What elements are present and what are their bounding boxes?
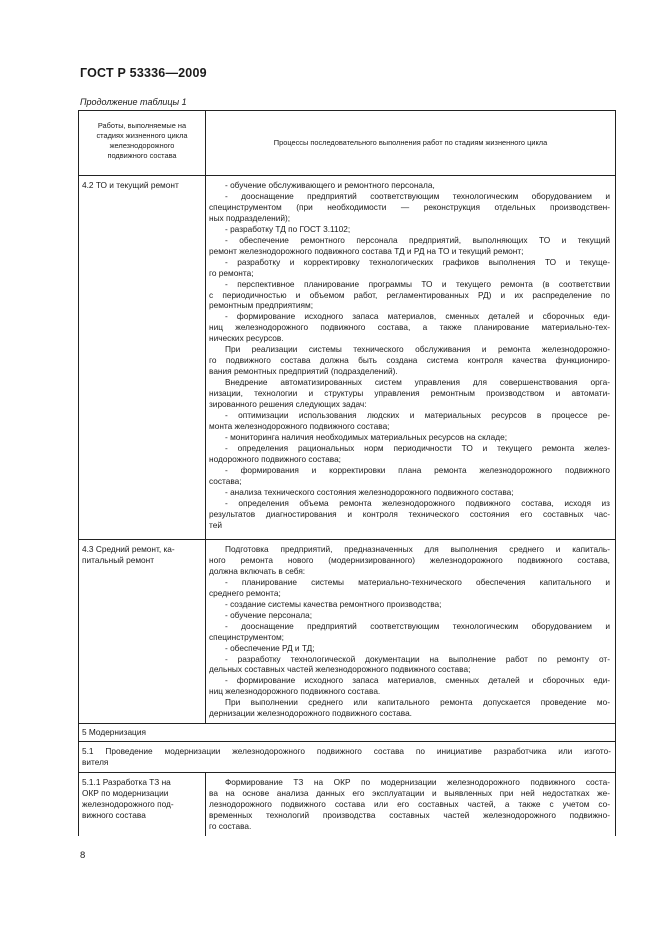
text-line: ниц железнодорожного подвижного состава, а также планирование материально-тех- <box>209 322 610 333</box>
text-line: - мониторинга наличия необходимых материальных ресурсов на складе; <box>225 431 508 442</box>
column-header-line: подвижного состава <box>107 151 177 160</box>
text-line: - обеспечение ремонтного персонала предприятий, выполняющих ТО и текущий <box>225 234 610 245</box>
text-line: ниц железнодорожного подвижного состава. <box>209 686 381 697</box>
row-content-5-1-1 <box>209 777 610 832</box>
table-rule-row-43-bottom <box>78 723 616 724</box>
text-line: специнструментом (при необходимости — реконструкция отдельных производствен- <box>209 201 610 212</box>
text-line: вителя <box>82 756 109 767</box>
text-line: - обучение обслуживающего и ремонтного персонала, <box>225 180 435 190</box>
text-line: - планирование системы материально-технического обеспечения капитального и <box>225 576 610 587</box>
text-line: 4.3 Средний ремонт, ка- <box>82 544 175 554</box>
text-line: го состава. <box>209 820 252 831</box>
text-line: железнодорожного под- <box>82 798 174 809</box>
text-line: дельных составных частей железнодорожного подвижного состава; <box>209 664 471 675</box>
table-rule-column <box>205 539 206 724</box>
lifecycle-table <box>78 110 616 836</box>
text-line: специнструментом; <box>209 631 284 642</box>
column-header-line: стадиях жизненного цикла <box>96 131 188 140</box>
table-rule-row-42-bottom <box>78 539 616 540</box>
text-line: Формирование ТЗ на ОКР по модернизации железнодорожного подвижного соста- <box>225 777 610 787</box>
text-line: - разработку и корректировку технологических графиков выполнения ТО и текуще- <box>225 256 610 267</box>
text-line: 5.1.1 Разработка ТЗ на <box>82 777 171 787</box>
text-line: монта железнодорожного подвижного состава; <box>209 420 390 431</box>
row-content-4-3 <box>209 544 610 719</box>
text-line: лезнодорожного подвижного состава или его составных частей, а также с учетом со- <box>209 798 610 809</box>
text-line: вижного состава <box>82 809 146 820</box>
column-header-processes: Процессы последовательного выполнения работ по стадиям жизненного цикла <box>273 138 548 147</box>
text-line: - формирования и корректировки плана ремонта железнодорожного подвижного <box>225 464 610 475</box>
text-line: - дооснащение предприятий соответствующим технологическим оборудованием и <box>225 620 610 631</box>
text-line: - определения объема ремонта железнодорожного подвижного состава, исходя из <box>225 497 610 508</box>
text-line: го ремонта; <box>209 267 254 278</box>
text-line: тей <box>209 519 222 530</box>
text-line: результатов диагностирования и контроля технического состояния его составных час- <box>209 508 610 519</box>
text-line: состава; <box>209 475 242 486</box>
text-line: нических ресурсов. <box>209 333 284 344</box>
table-rule-row-5-bottom <box>78 741 616 742</box>
text-line: - формирование исходного запаса материалов, сменных деталей и сборочных еди- <box>225 675 610 686</box>
text-line: 5.1 Проведение модернизации железнодорожного подвижного состава по инициативе разработчика или изгото- <box>82 746 611 756</box>
text-line: ных подразделений); <box>209 212 291 223</box>
text-line: - анализа технического состояния железнодорожного подвижного состава; <box>225 486 514 497</box>
text-line: ва на основе анализа данных его эксплуатации и выявленных при ней недостатках же- <box>209 787 610 798</box>
text-line: - формирование исходного запаса материалов, сменных деталей и сборочных еди- <box>225 311 610 322</box>
text-line: При выполнении среднего или капитального ремонта допускается проведение мо- <box>225 697 610 708</box>
column-header-line: Работы, выполняемые на <box>97 121 187 130</box>
text-line: - обучение персонала; <box>225 609 313 620</box>
text-line: нодорожного подвижного состава; <box>209 453 341 464</box>
text-line: дернизации железнодорожного подвижного состава. <box>209 708 412 719</box>
text-line: - создание системы качества ремонтного производства; <box>225 598 442 609</box>
text-line: ного ремонта нового (модернизированного) железнодорожного подвижного состава, <box>209 554 610 565</box>
text-line: Внедрение автоматизированных систем управления для совершенствования орга- <box>225 377 610 388</box>
row-label-4-3 <box>82 544 203 566</box>
table-rule-column <box>205 110 206 540</box>
text-line: ремонтным предприятиям; <box>209 300 314 311</box>
table-rule-row-51-bottom <box>78 772 616 773</box>
table-continuation-caption: Продолжение таблицы 1 <box>80 97 187 107</box>
column-header-line: железнодорожного <box>109 141 175 150</box>
table-rule-column <box>205 772 206 836</box>
page-number: 8 <box>80 850 86 861</box>
text-line: с периодичностью и объемом работ, регламентированных РД) и их распределение по <box>209 289 610 300</box>
text-line: среднего ремонта; <box>209 587 281 598</box>
row-label-4-2: 4.2 ТО и текущий ремонт <box>82 180 179 190</box>
text-line: временных технологий производства составных частей железнодорожного подвижно- <box>209 809 610 820</box>
text-line: - перспективное планирование программы ТО и текущего ремонта (в соответствии <box>225 278 610 289</box>
text-line: зированного решения следующих задач: <box>209 399 367 410</box>
text-line: - дооснащение предприятий соответствующим технологическим оборудованием и <box>225 190 610 201</box>
text-line: Подготовка предприятий, предназначенных для выполнения среднего и капиталь- <box>225 544 610 554</box>
section-5-heading: 5 Модернизация <box>82 727 146 737</box>
text-line: го подвижного состава должна быть создана система контроля качества функциониро- <box>209 355 610 366</box>
text-line: ремонт железнодорожного подвижного состава ТД и РД на ТО и текущий ремонт; <box>209 245 524 256</box>
text-line: - оптимизации использования людских и материальных ресурсов в процессе ре- <box>225 410 610 421</box>
table-rule-top <box>78 110 616 111</box>
text-line: - обеспечение РД и ТД; <box>225 642 315 653</box>
row-5-1 <box>82 746 611 768</box>
text-line: вания ремонтных предприятий (подразделений). <box>209 366 398 377</box>
document-title: ГОСТ Р 53336—2009 <box>80 66 207 80</box>
column-header-works <box>82 121 202 161</box>
text-line: должна включать в себя: <box>209 565 306 576</box>
text-line: ОКР по модернизации <box>82 787 169 798</box>
table-rule-right <box>615 110 616 836</box>
text-line: - определения рациональных норм периодичности ТО и текущего ремонта желез- <box>225 442 610 453</box>
row-label-5-1-1 <box>82 777 203 821</box>
table-rule-left <box>78 110 79 836</box>
text-line: низации, технологии и структуры управления ремонтным производством и автомати- <box>209 388 610 399</box>
table-rule-header-bottom <box>78 175 616 176</box>
text-line: питальный ремонт <box>82 554 155 565</box>
text-line: - разработку технологической документации на выполнение работ по ремонту от- <box>225 653 610 664</box>
text-line: - разработку ТД по ГОСТ 3.1102; <box>225 223 351 234</box>
row-content-4-2 <box>209 180 610 531</box>
text-line: При реализации системы технического обслуживания и ремонта железнодорожно- <box>225 344 610 355</box>
